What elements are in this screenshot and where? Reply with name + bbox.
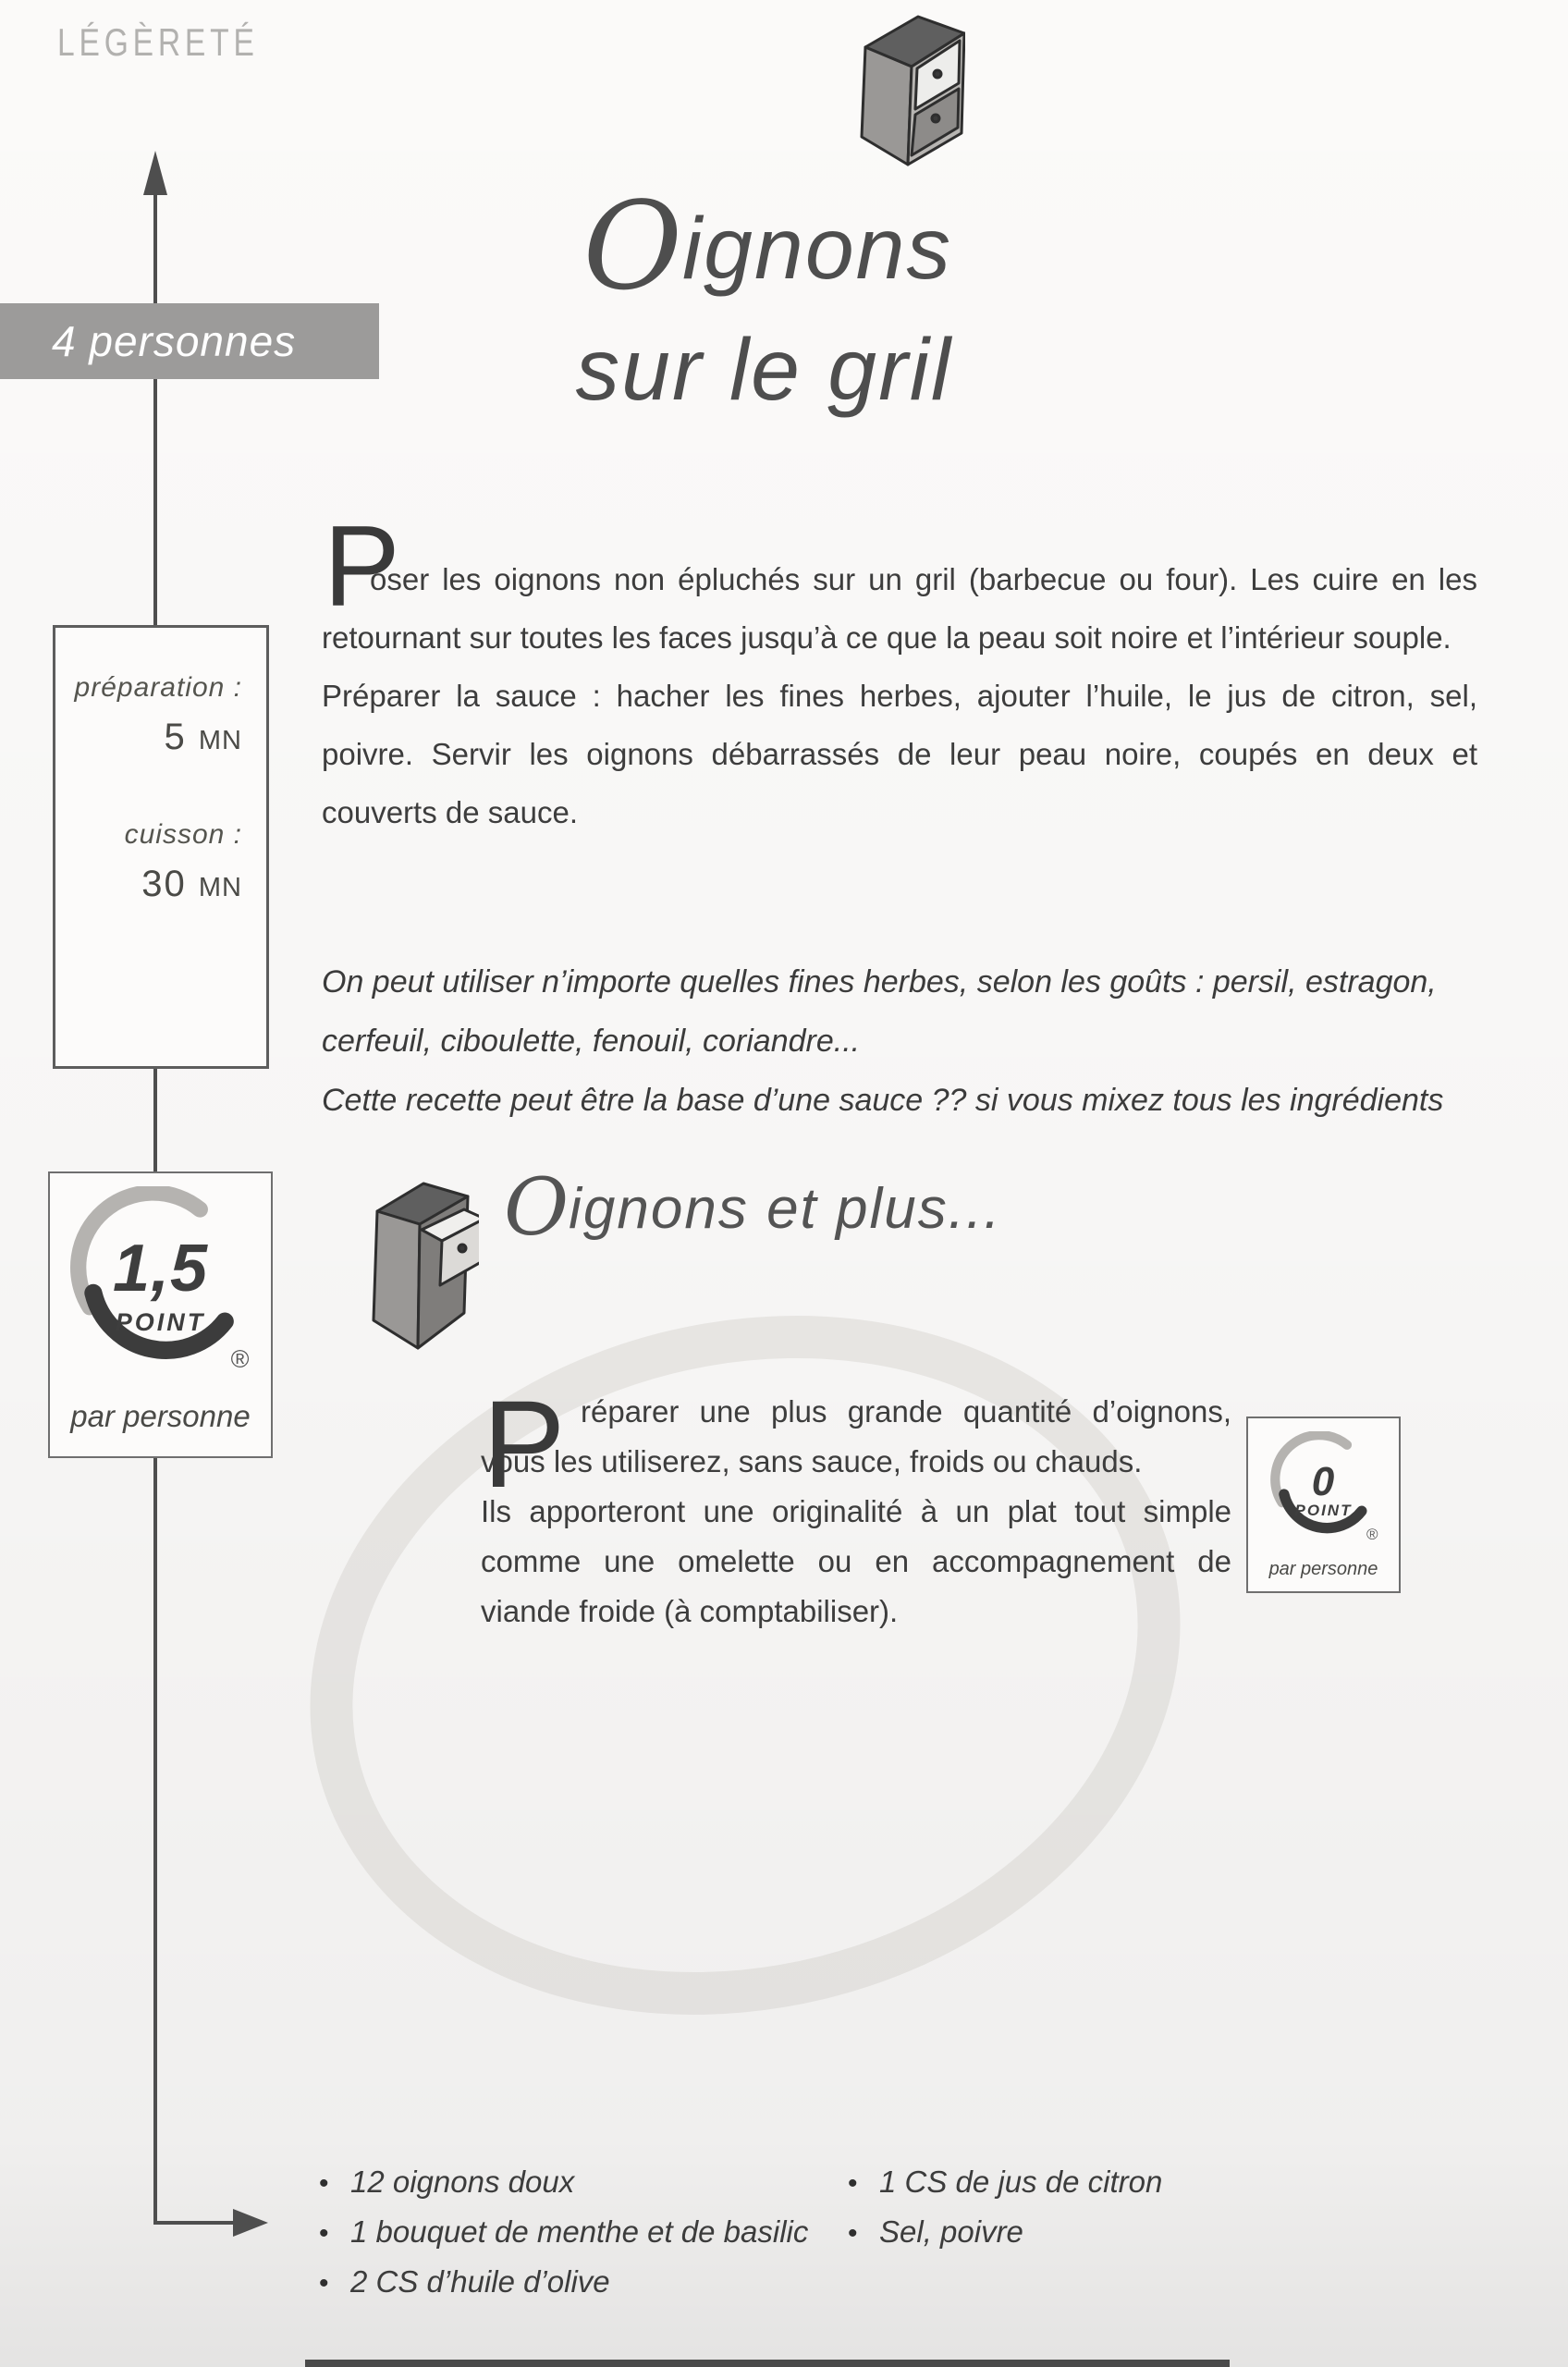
- points-badge-main: [48, 1171, 273, 1458]
- recipe-note: [322, 952, 1481, 1130]
- list-item: • 12 oignons doux: [319, 2158, 808, 2208]
- cook-label: cuisson :: [124, 819, 242, 850]
- dropcap: P: [483, 1376, 566, 1514]
- timing-box: [53, 625, 269, 1069]
- servings-label: 4 personnes: [52, 317, 297, 365]
- recipe-title: Oignons sur le gril: [575, 175, 952, 419]
- points-swoosh-logo-icon: [68, 1186, 253, 1371]
- registered-mark: ®: [1366, 1526, 1378, 1543]
- bullet-icon: •: [848, 2168, 858, 2199]
- paragraph: Préparer la sauce : hacher les fines herbes, ajouter l’huile, le jus de citron, sel, poivre. Servir les oignons débarrassés de leur peau noire, coupés en deux et couverts de sauce.: [322, 679, 1477, 829]
- dropcap: P: [324, 503, 400, 631]
- bullet-icon: •: [319, 2218, 329, 2249]
- points-value: 0: [1311, 1459, 1336, 1504]
- recipe-instructions: [322, 503, 1477, 841]
- bullet-icon: •: [319, 2268, 329, 2299]
- paragraph: Ils apporteront une originalité à un plat tout simple comme une omelette ou en accompagnement de viande froide (à comptabiliser).: [481, 1494, 1231, 1628]
- list-item: • 2 CS d’huile d’olive: [319, 2258, 808, 2308]
- bottom-bar: [305, 2360, 1230, 2367]
- prep-label: préparation :: [74, 672, 242, 703]
- ingredients-column-2: [848, 2158, 1162, 2258]
- servings-banner: [0, 303, 379, 379]
- note-text: Cette recette peut être la base d’une sauce ?? si vous mixez tous les ingrédients: [322, 1083, 1444, 1118]
- decorative-initial: O: [582, 175, 683, 317]
- paragraph: réparer une plus grande quantité d’oignons, vous les utiliserez, sans sauce, froids ou chauds.: [481, 1394, 1231, 1478]
- cook-value: 30 MN: [141, 864, 242, 904]
- bullet-icon: •: [319, 2168, 329, 2199]
- prep-value: 5 MN: [164, 717, 242, 757]
- list-item: • 1 bouquet de menthe et de basilic: [319, 2208, 808, 2258]
- category-header: LÉGÈRETÉ: [57, 20, 259, 64]
- note-text: On peut utiliser n’importe quelles fines herbes, selon les goûts : persil, estragon, cerfeuil, ciboulette, fenouil, coriandre...: [322, 964, 1437, 1059]
- points-unit-label: POINT: [115, 1308, 206, 1336]
- points-value: 1,5: [112, 1232, 209, 1306]
- ingredients-column-1: [319, 2158, 808, 2308]
- points-badge-variant: [1246, 1417, 1401, 1593]
- per-person-label: par personne: [1268, 1559, 1378, 1579]
- up-arrow-icon: [143, 151, 167, 195]
- variant-instructions: [481, 1376, 1231, 1637]
- per-person-label: par personne: [70, 1399, 251, 1433]
- list-item: • Sel, poivre: [848, 2208, 1162, 2258]
- registered-mark: ®: [230, 1345, 250, 1373]
- nightstand-open-drawer-icon: [361, 1172, 479, 1371]
- variant-title: Oignons et plus...: [504, 1161, 1002, 1254]
- timeline-line-bottom: [153, 2221, 235, 2225]
- bullet-icon: •: [848, 2218, 858, 2249]
- nightstand-icon: [839, 6, 965, 181]
- decorative-initial: O: [504, 1161, 570, 1254]
- points-swoosh-logo-icon: [1269, 1431, 1378, 1543]
- points-unit-label: POINT: [1294, 1502, 1353, 1519]
- list-item: • 1 CS de jus de citron: [848, 2158, 1162, 2208]
- right-arrow-icon: [233, 2209, 268, 2237]
- paragraph: oser les oignons non épluchés sur un gril (barbecue ou four). Les cuire en les retournant sur toutes les faces jusqu’à ce que la peau soit noire et l’intérieur souple.: [322, 562, 1477, 655]
